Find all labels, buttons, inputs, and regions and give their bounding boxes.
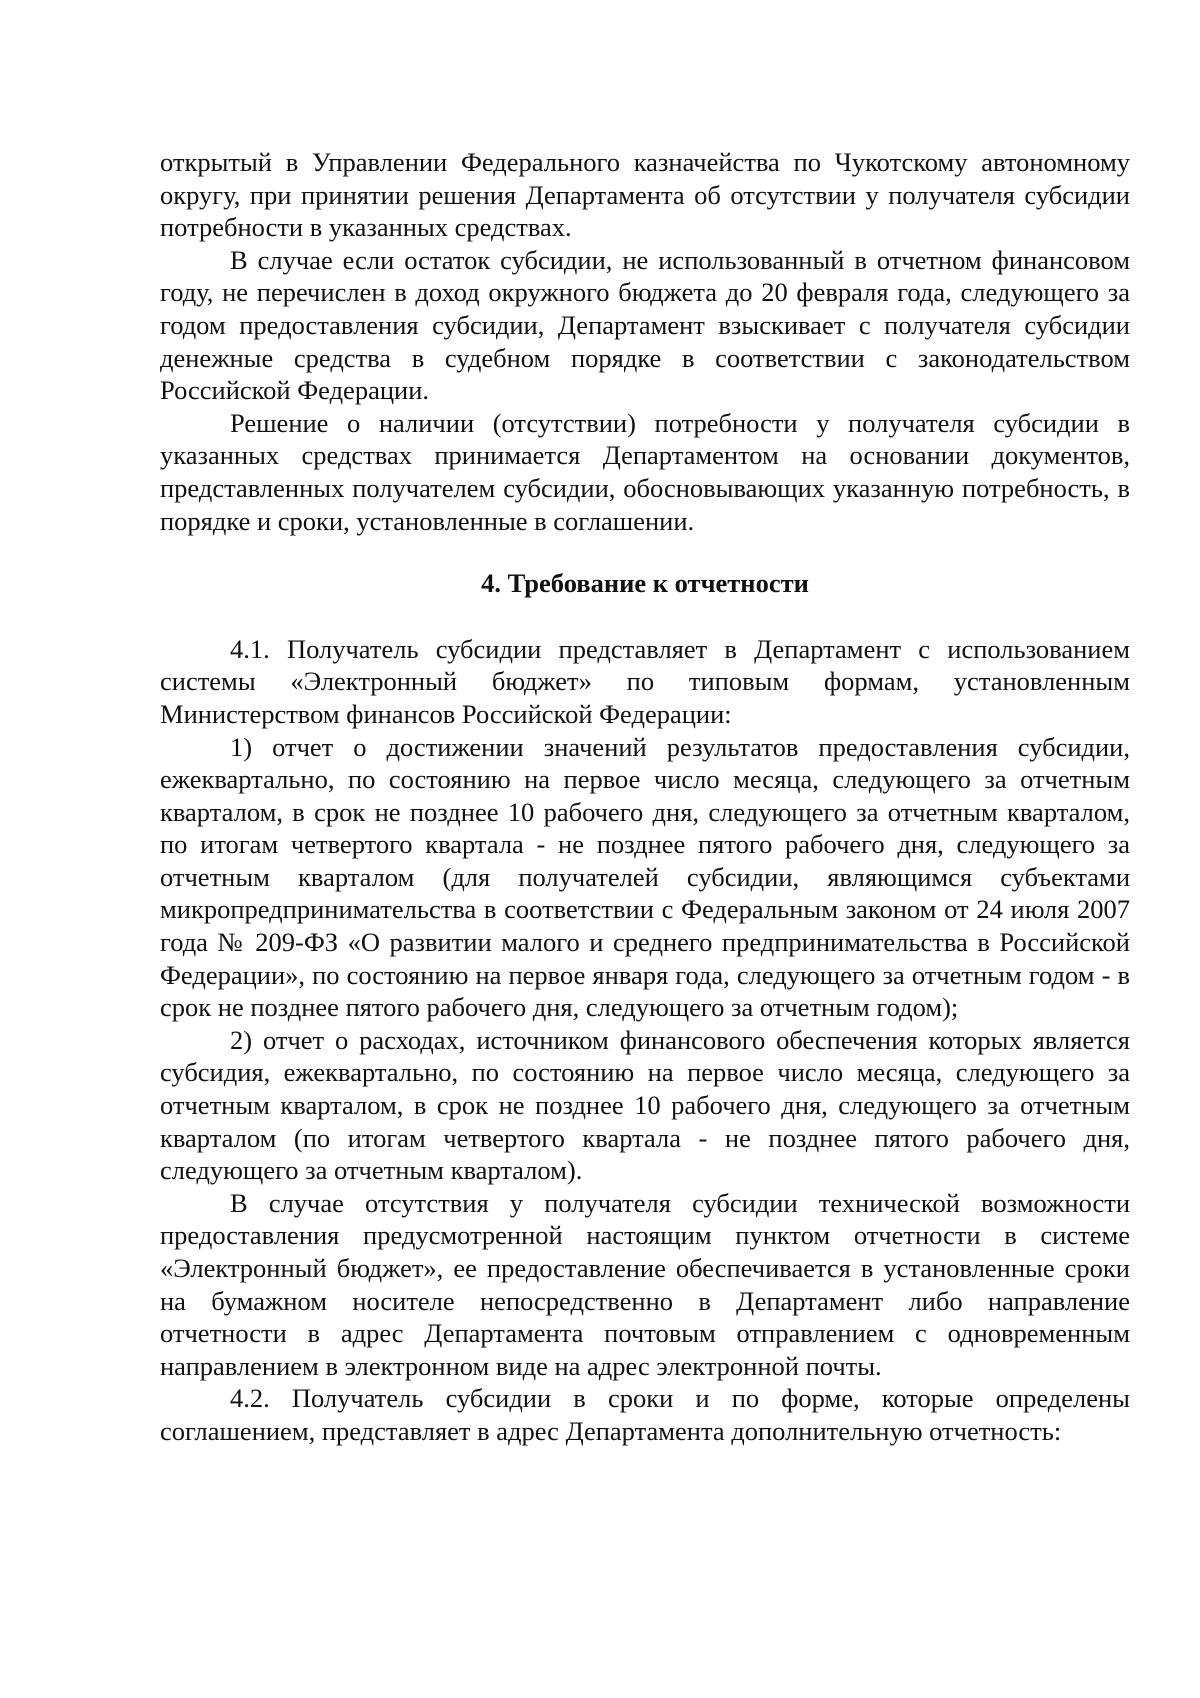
paragraph-subsidy-remainder: В случае если остаток субсидии, не использованный в отчетном финансовом году, не перечислен в доход окружного бюджета до 20 февраля года, следующего за годом предоставления субсидии, Департамент взыскивает с получателя субсидии денежные средства в судебном порядке в соответствии с законодательством Российской Федерации. <box>160 244 1130 406</box>
section-heading: 4. Требование к отчетности <box>481 568 809 599</box>
paragraph-paper-submission: В случае отсутствия у получателя субсидии технической возможности предоставления предусмотренной настоящим пунктом отчетности в системе «Электронный бюджет», ее предоставление обеспечивается в установленные сроки на бумажном носителе непосредственно в Департамент либо направление отчетности в адрес Департамента почтовым отправлением с одновременным направлением в электронном виде на адрес электронной почты. <box>160 1187 1130 1381</box>
paragraph-expenses-report: 2) отчет о расходах, источником финансового обеспечения которых является субсидия, ежеквартально, по состоянию на первое число месяца, следующего за отчетным кварталом, в срок не позднее 10 рабочего дня, следующего за отчетным кварталом (по итогам четвертого квартала - не позднее пятого рабочего дня, следующего за отчетным кварталом). <box>160 1024 1130 1186</box>
paragraph-results-report: 1) отчет о достижении значений результатов предоставления субсидии, ежеквартально, по состоянию на первое число месяца, следующего за отчетным кварталом, в срок не позднее 10 рабочего дня, следующего за отчетным кварталом, по итогам четвертого квартала - не позднее пятого рабочего дня, следующего за отчетным кварталом (для получателей субсидии, являющимся субъектами микропредпринимательства в соответствии с Федеральным законом от 24 июля 2007 года № 209-ФЗ «О развитии малого и среднего предпринимательства в Российской Федерации», по состоянию на первое января года, следующего за отчетным годом - в срок не позднее пятого рабочего дня, следующего за отчетным годом); <box>160 731 1130 1023</box>
paragraph-need-decision: Решение о наличии (отсутствии) потребности у получателя субсидии в указанных средствах принимается Департаментом на основании документов, представленных получателем субсидии, обосновывающих указанную потребность, в порядке и сроки, установленные в соглашении. <box>160 407 1130 536</box>
paragraph-treasury-account: открытый в Управлении Федерального казначейства по Чукотскому автономному округу, при принятии решения Департамента об отсутствии у получателя субсидии потребности в указанных средствах. <box>160 147 1130 243</box>
paragraph-4-2: 4.2. Получатель субсидии в сроки и по форме, которые определены соглашением, представляет в адрес Департамента дополнительную отчетность: <box>160 1383 1130 1446</box>
paragraph-4-1: 4.1. Получатель субсидии представляет в Департамент с использованием системы «Электронный бюджет» по типовым формам, установленным Министерством финансов Российской Федерации: <box>160 633 1130 729</box>
document-body <box>160 146 1130 1448</box>
